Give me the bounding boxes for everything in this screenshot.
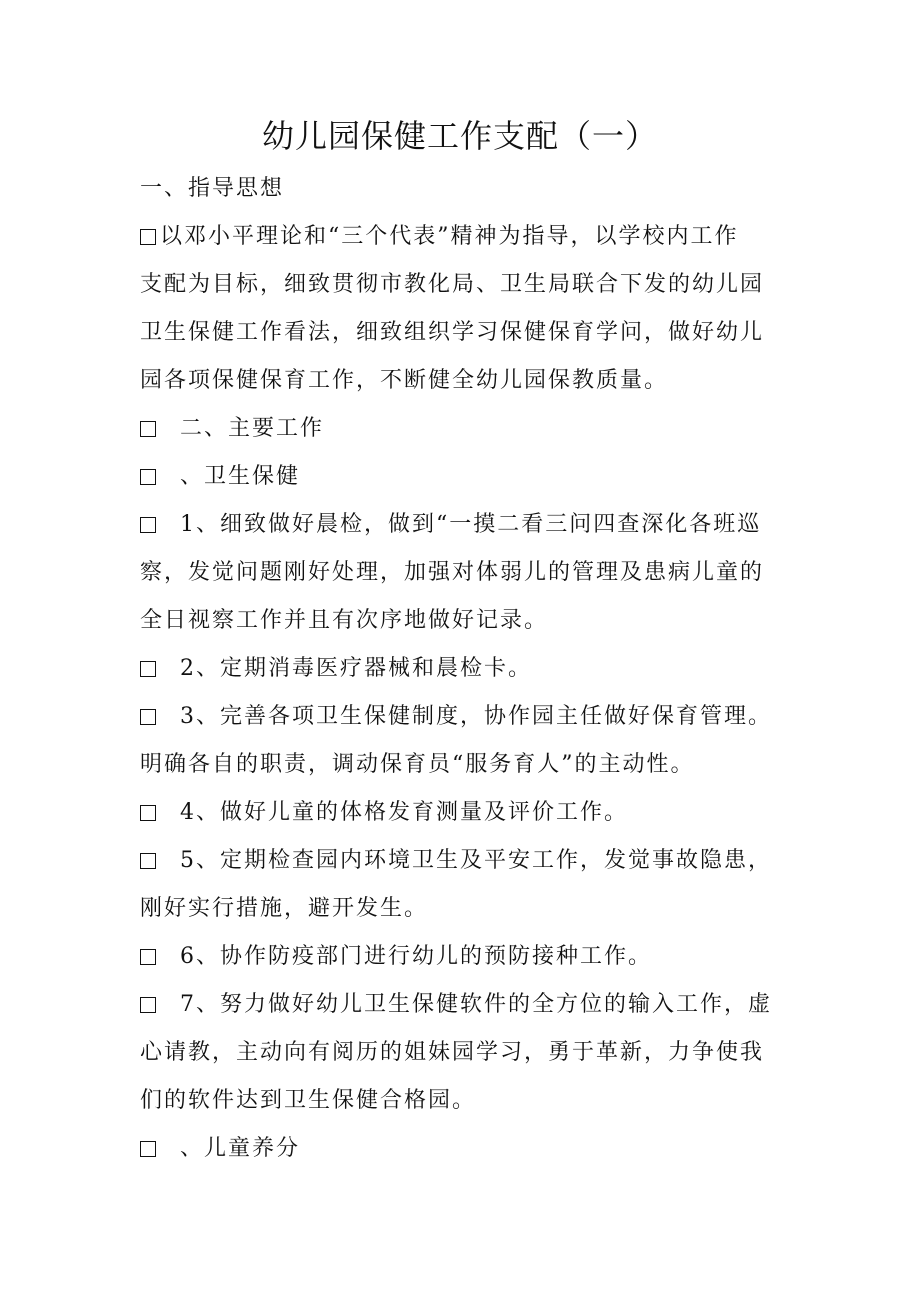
list-item <box>140 645 790 693</box>
text-line: 以邓小平理论和“三个代表”精神为指导，以学校内工作 <box>160 224 739 249</box>
text-line: 5、定期检查园内环境卫生及平安工作，发觉事故隐患， <box>180 848 772 873</box>
text-line: 明确各自的职责，调动保育员“服务育人”的主动性。 <box>140 752 695 777</box>
text-line: 2、定期消毒医疗器械和晨检卡。 <box>180 656 532 681</box>
text-line: 1、细致做好晨检，做到“一摸二看三问四查深化各班巡 <box>180 512 762 537</box>
checkbox-square-icon <box>140 805 156 821</box>
checkbox-square-icon <box>140 517 156 533</box>
document-body <box>140 165 790 1173</box>
checkbox-square-icon <box>140 469 156 485</box>
text-line: 6、协作防疫部门进行幼儿的预防接种工作。 <box>180 944 652 969</box>
list-item <box>140 981 790 1029</box>
list-item <box>140 837 790 885</box>
paragraph-line <box>140 357 790 405</box>
list-item <box>140 789 790 837</box>
text-line: 全日视察工作并且有次序地做好记录。 <box>140 608 549 633</box>
list-item <box>140 693 790 741</box>
text-line: 们的软件达到卫生保健合格园。 <box>140 1088 477 1113</box>
text-line: 支配为目标，细致贯彻市教化局、卫生局联合下发的幼儿园 <box>140 272 765 297</box>
text-line: 4、做好儿童的体格发育测量及评价工作。 <box>180 800 628 825</box>
list-item <box>140 501 790 549</box>
list-item <box>140 933 790 981</box>
paragraph-line <box>140 885 790 933</box>
paragraph-line <box>140 1029 790 1077</box>
document-title: 幼儿园保健工作支配（一） <box>261 117 658 155</box>
text-line: 3、完善各项卫生保健制度，协作园主任做好保育管理。 <box>180 704 772 729</box>
text-line: 二、主要工作 <box>180 416 325 441</box>
checkbox-square-icon <box>140 421 156 437</box>
text-line: 、卫生保健 <box>180 464 301 489</box>
checkbox-square-icon <box>140 997 156 1013</box>
text-line: 卫生保健工作看法，细致组织学习保健保育学问，做好幼儿 <box>140 320 765 345</box>
paragraph-line <box>140 309 790 357</box>
paragraph-line <box>140 597 790 645</box>
text-line: 、儿童养分 <box>180 1136 301 1161</box>
text-line: 察，发觉问题刚好处理，加强对体弱儿的管理及患病儿童的 <box>140 560 765 585</box>
checkbox-square-icon <box>140 949 156 965</box>
paragraph-line <box>140 213 790 261</box>
paragraph-line <box>140 741 790 789</box>
text-line: 刚好实行措施，避开发生。 <box>140 896 429 921</box>
checkbox-square-icon <box>140 709 156 725</box>
checkbox-square-icon <box>140 1141 156 1157</box>
section-heading <box>140 165 790 213</box>
subsection-heading <box>140 453 790 501</box>
paragraph-line <box>140 1077 790 1125</box>
text-line: 心请教，主动向有阅历的姐妹园学习，勇于革新，力争使我 <box>140 1040 765 1065</box>
checkbox-square-icon <box>140 661 156 677</box>
subsection-heading <box>140 1125 790 1173</box>
text-line: 7、努力做好幼儿卫生保健软件的全方位的输入工作，虚 <box>180 992 772 1017</box>
checkbox-square-icon <box>140 229 156 245</box>
section-heading <box>140 405 790 453</box>
text-line: 园各项保健保育工作，不断健全幼儿园保教质量。 <box>140 368 669 393</box>
text-line: 一、指导思想 <box>140 176 285 201</box>
paragraph-line <box>140 549 790 597</box>
paragraph-line <box>140 261 790 309</box>
checkbox-square-icon <box>140 853 156 869</box>
